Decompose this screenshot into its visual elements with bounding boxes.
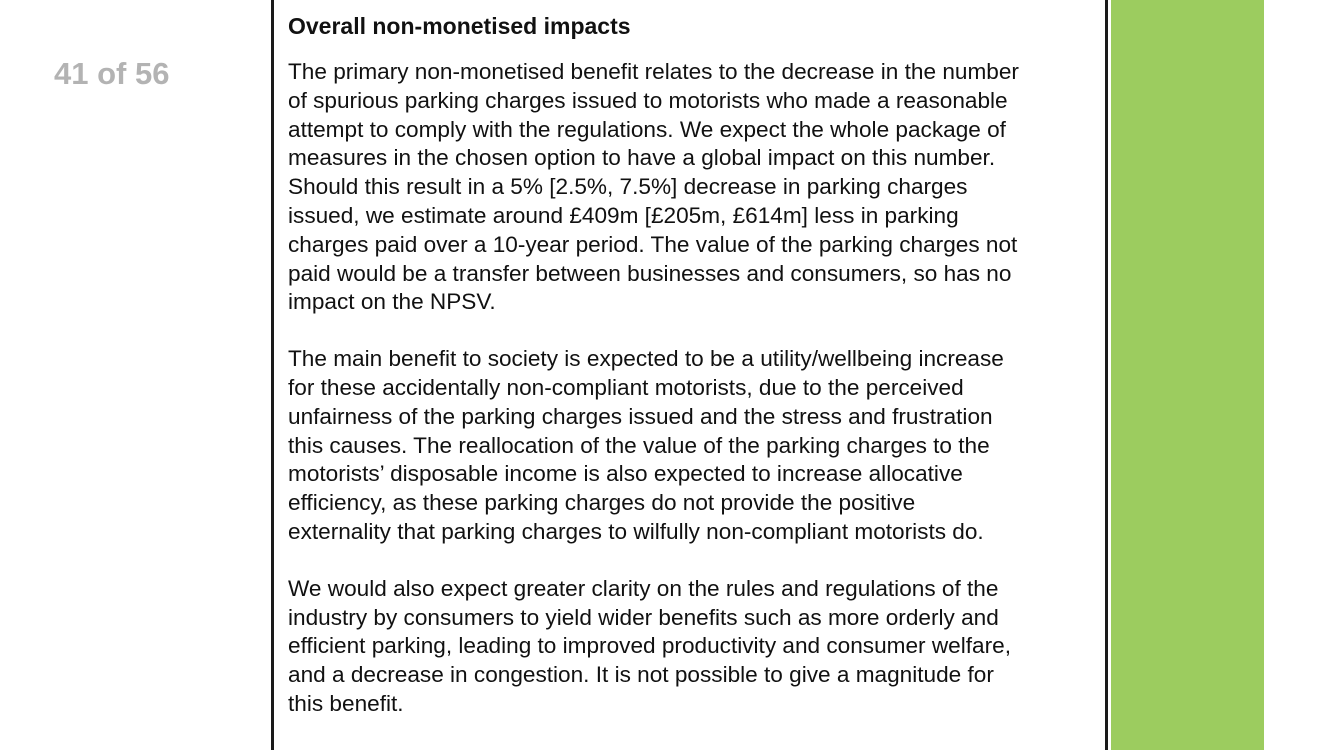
paragraph-society-benefit <box>288 345 1108 547</box>
section-heading: Overall non-monetised impacts <box>288 13 631 39</box>
text-line: externality that parking charges to wilfully non-compliant motorists do. <box>288 518 984 544</box>
text-line: We would also expect greater clarity on the rules and regulations of the <box>288 575 999 601</box>
text-line: efficiency, as these parking charges do not provide the positive <box>288 490 916 516</box>
text-line: measures in the chosen option to have a global impact on this number. <box>288 145 996 171</box>
page-counter: 41 of 56 <box>54 56 170 91</box>
document-content <box>288 10 1108 747</box>
text-line: attempt to comply with the regulations. We expect the whole package of <box>288 116 1006 142</box>
text-line: unfairness of the parking charges issued and the stress and frustration <box>288 403 993 429</box>
paragraph-wider-benefits <box>288 575 1108 719</box>
text-line: impact on the NPSV. <box>288 289 496 315</box>
text-line: industry by consumers to yield wider benefits such as more orderly and <box>288 604 999 630</box>
text-line: Should this result in a 5% [2.5%, 7.5%] decrease in parking charges <box>288 174 968 200</box>
text-line: motorists’ disposable income is also expected to increase allocative <box>288 461 963 487</box>
document-page[interactable] <box>271 0 1108 750</box>
accent-sidebar <box>1111 0 1264 750</box>
text-line: for these accidentally non-compliant motorists, due to the perceived <box>288 374 964 400</box>
text-line: and a decrease in congestion. It is not possible to give a magnitude for <box>288 662 994 688</box>
text-line: The main benefit to society is expected to be a utility/wellbeing increase <box>288 346 1004 372</box>
text-line: charges paid over a 10-year period. The value of the parking charges not <box>288 231 1018 257</box>
text-line: The primary non-monetised benefit relates to the decrease in the number <box>288 59 1019 84</box>
text-line: paid would be a transfer between businesses and consumers, so has no <box>288 260 1012 286</box>
text-line: efficient parking, leading to improved productivity and consumer welfare, <box>288 633 1011 659</box>
text-line: of spurious parking charges issued to motorists who made a reasonable <box>288 87 1008 113</box>
text-line: issued, we estimate around £409m [£205m, £614m] less in parking <box>288 202 959 228</box>
text-line: this causes. The reallocation of the value of the parking charges to the <box>288 432 990 458</box>
text-line: this benefit. <box>288 690 404 716</box>
paragraph-primary-benefit <box>288 58 1108 317</box>
